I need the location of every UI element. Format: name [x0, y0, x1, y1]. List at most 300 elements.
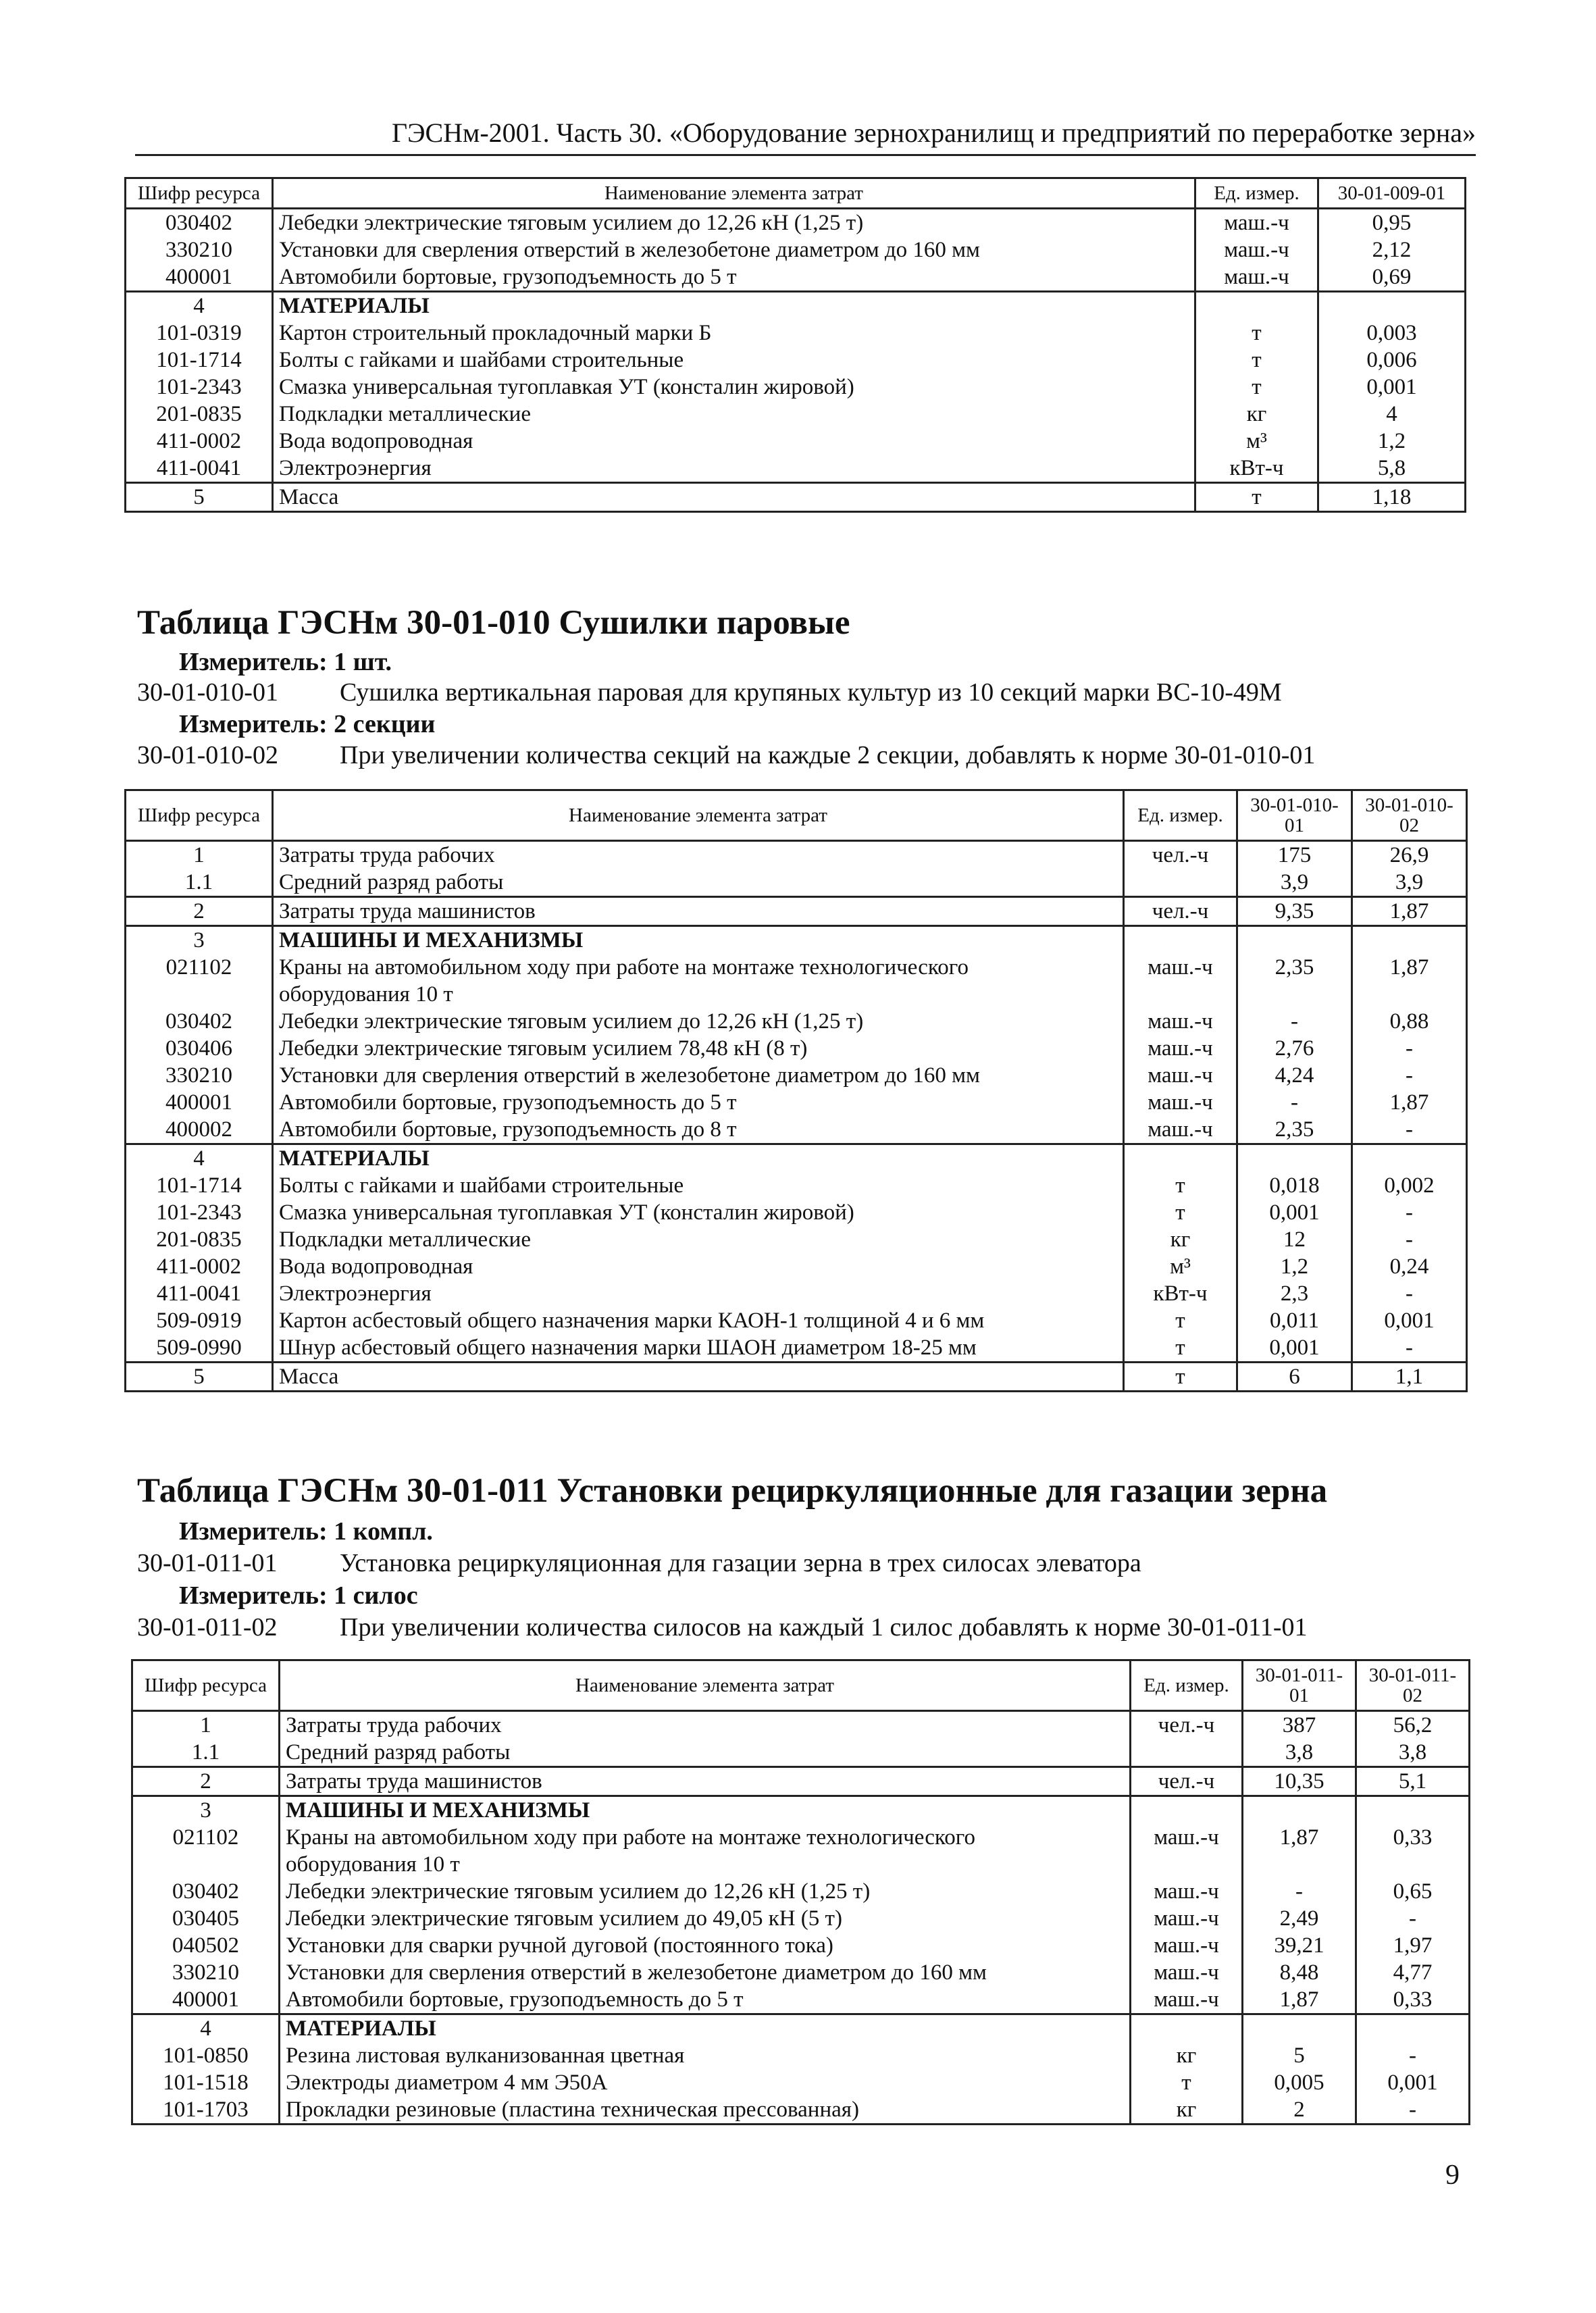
unit-cell: маш.-ч: [1195, 236, 1318, 263]
table-row: [126, 1334, 1467, 1363]
norm-code: 30-01-011-01: [137, 1549, 278, 1577]
resource-code: 101-2343: [126, 374, 273, 401]
cost-item-name: Автомобили бортовые, грузоподъемность до 8 т: [273, 1116, 1124, 1144]
col-header-norm-1: 30-01-010-01: [1237, 790, 1352, 841]
table-row: [126, 374, 1466, 401]
header-text: ГЭСНм-2001. Часть 30. «Оборудование зернохранилищ и предприятий по переработке зерна»: [391, 118, 1476, 148]
resource-code: 201-0835: [126, 1226, 273, 1253]
norm-line: [137, 678, 1282, 707]
norm-value-2: [1352, 981, 1467, 1008]
resource-code: [126, 981, 273, 1008]
resource-code: 509-0990: [126, 1334, 273, 1363]
table-row: [132, 1711, 1470, 1739]
table-row: [132, 1878, 1470, 1905]
resource-code: 3: [126, 926, 273, 955]
norm-code: 30-01-010-01: [137, 678, 278, 707]
norm-text: При увеличении количества секций на каждые 2 секции, добавлять к норме 30-01-010-01: [340, 741, 1316, 769]
norm-value-2: [1356, 2014, 1470, 2043]
norm-value-1: 0,95: [1318, 209, 1466, 237]
norm-value-2: 4,77: [1356, 1959, 1470, 1986]
norm-text: При увеличении количества силосов на каждый 1 силос добавлять к норме 30-01-011-01: [340, 1613, 1308, 1642]
table-row: [126, 401, 1466, 428]
norm-value-1: 0,001: [1237, 1199, 1352, 1226]
norm-value-2: -: [1356, 1905, 1470, 1932]
table-row: [132, 2042, 1470, 2069]
norm-value-1: 4,24: [1237, 1062, 1352, 1089]
table-row: [126, 897, 1467, 926]
table-row: [126, 236, 1466, 263]
resource-code: 5: [126, 483, 273, 512]
col-header-code: Шифр ресурса: [126, 790, 273, 841]
table-row: [126, 1116, 1467, 1144]
cost-item-name: Затраты труда рабочих: [280, 1711, 1131, 1739]
unit-cell: т: [1124, 1307, 1237, 1334]
unit-cell: [1124, 926, 1237, 955]
cost-item-name: Вода водопроводная: [273, 1253, 1124, 1280]
norm-value-1: -: [1243, 1878, 1356, 1905]
col-header-norm: 30-01-009-01: [1318, 178, 1466, 209]
resource-code: 4: [132, 2014, 280, 2043]
table-row: [132, 2069, 1470, 2096]
norm-value-2: 5,1: [1356, 1767, 1470, 1796]
norm-value-2: -: [1352, 1334, 1467, 1363]
table-row: [126, 209, 1466, 237]
resource-code: 411-0041: [126, 1280, 273, 1307]
meter-label: Измеритель: 1 силос: [179, 1581, 418, 1610]
norm-value-1: 0,018: [1237, 1172, 1352, 1199]
col-header-unit: Ед. измер.: [1124, 790, 1237, 841]
cost-item-name: Автомобили бортовые, грузоподъемность до 5 т: [273, 1089, 1124, 1116]
cost-table-010: [124, 789, 1468, 1392]
cost-item-name: Лебедки электрические тяговым усилием до 12,26 кН (1,25 т): [273, 1008, 1124, 1035]
norm-value-1: 4: [1318, 401, 1466, 428]
resource-code: 030406: [126, 1035, 273, 1062]
table-title-011: Таблица ГЭСНм 30-01-011 Установки рециркуляционные для газации зерна: [137, 1472, 1328, 1510]
cost-item-name: Средний разряд работы: [273, 869, 1124, 897]
table-row: [126, 926, 1467, 955]
norm-value-2: -: [1356, 2042, 1470, 2069]
table-row: [132, 1824, 1470, 1851]
table-row: [132, 1739, 1470, 1767]
norm-value-1: [1237, 1144, 1352, 1173]
table-row: [126, 1253, 1467, 1280]
unit-cell: кВт-ч: [1124, 1280, 1237, 1307]
table-row: [126, 1144, 1467, 1173]
unit-cell: кг: [1195, 401, 1318, 428]
norm-value-2: [1356, 1851, 1470, 1878]
norm-value-2: -: [1356, 2096, 1470, 2125]
table-row: [126, 292, 1466, 320]
norm-value-2: 1,87: [1352, 1089, 1467, 1116]
norm-value-1: 6: [1237, 1363, 1352, 1392]
unit-cell: [1195, 292, 1318, 320]
resource-code: 411-0041: [126, 455, 273, 483]
norm-value-2: -: [1352, 1062, 1467, 1089]
norm-value-1: -: [1237, 1008, 1352, 1035]
norm-value-1: 5: [1243, 2042, 1356, 2069]
norm-value-1: 3,8: [1243, 1739, 1356, 1767]
resource-code: 4: [126, 1144, 273, 1173]
norm-value-1: 0,001: [1237, 1334, 1352, 1363]
norm-value-1: 0,69: [1318, 263, 1466, 292]
cost-item-name: Шнур асбестовый общего назначения марки ШАОН диаметром 18-25 мм: [273, 1334, 1124, 1363]
resource-code: 030405: [132, 1905, 280, 1932]
norm-value-1: 9,35: [1237, 897, 1352, 926]
norm-value-1: -: [1237, 1089, 1352, 1116]
col-header-name: Наименование элемента затрат: [273, 790, 1124, 841]
norm-value-1: 2,12: [1318, 236, 1466, 263]
cost-item-name: Болты с гайками и шайбами строительные: [273, 347, 1195, 374]
col-header-norm-1: 30-01-011-01: [1243, 1660, 1356, 1711]
cost-item-name: Лебедки электрические тяговым усилием до 12,26 кН (1,25 т): [273, 209, 1195, 237]
resource-code: 400001: [132, 1986, 280, 2014]
cost-item-name: Картон асбестовый общего назначения марки КАОН-1 толщиной 4 и 6 мм: [273, 1307, 1124, 1334]
table-row: [126, 1307, 1467, 1334]
unit-cell: кВт-ч: [1195, 455, 1318, 483]
cost-item-name: Масса: [273, 1363, 1124, 1392]
cost-item-name: Установки для сверления отверстий в железобетоне диаметром до 160 мм: [273, 1062, 1124, 1089]
col-header-norm-2: 30-01-010-02: [1352, 790, 1467, 841]
norm-value-1: [1243, 1796, 1356, 1825]
unit-cell: [1131, 1739, 1243, 1767]
col-header-unit: Ед. измер.: [1131, 1660, 1243, 1711]
norm-value-1: 0,003: [1318, 320, 1466, 347]
cost-item-name: Вода водопроводная: [273, 428, 1195, 455]
norm-value-1: 2,76: [1237, 1035, 1352, 1062]
meter-label: Измеритель: 2 секции: [179, 710, 436, 738]
cost-item-name: Электроэнергия: [273, 455, 1195, 483]
resource-code: 1: [132, 1711, 280, 1739]
table-row: [126, 841, 1467, 869]
norm-value-1: [1243, 1851, 1356, 1878]
table-row: [126, 869, 1467, 897]
table-row: [132, 2014, 1470, 2043]
norm-code: 30-01-011-02: [137, 1613, 278, 1642]
cost-item-name: Подкладки металлические: [273, 1226, 1124, 1253]
cost-item-name: Установки для сварки ручной дуговой (постоянного тока): [280, 1932, 1131, 1959]
norm-value-1: 0,006: [1318, 347, 1466, 374]
resource-code: 1.1: [132, 1739, 280, 1767]
unit-cell: маш.-ч: [1195, 263, 1318, 292]
norm-value-1: [1243, 2014, 1356, 2043]
table-row: [126, 347, 1466, 374]
norm-value-1: 10,35: [1243, 1767, 1356, 1796]
resource-code: 400002: [126, 1116, 273, 1144]
resource-code: 101-1714: [126, 347, 273, 374]
norm-value-2: 3,9: [1352, 869, 1467, 897]
cost-item-name: Установки для сверления отверстий в железобетоне диаметром до 160 мм: [280, 1959, 1131, 1986]
norm-code: 30-01-010-02: [137, 741, 278, 769]
norm-value-1: 1,18: [1318, 483, 1466, 512]
resource-code: 2: [132, 1767, 280, 1796]
norm-value-2: 56,2: [1356, 1711, 1470, 1739]
table-row: [126, 1035, 1467, 1062]
cost-table-011: [131, 1659, 1470, 2125]
col-header-code: Шифр ресурса: [132, 1660, 280, 1711]
table-row: [126, 320, 1466, 347]
cost-item-name: Лебедки электрические тяговым усилием до 49,05 кН (5 т): [280, 1905, 1131, 1932]
unit-cell: кг: [1131, 2096, 1243, 2125]
resource-code: 2: [126, 897, 273, 926]
unit-cell: маш.-ч: [1131, 1959, 1243, 1986]
unit-cell: т: [1124, 1363, 1237, 1392]
cost-item-name: Лебедки электрические тяговым усилием 78,48 кН (8 т): [273, 1035, 1124, 1062]
resource-code: 330210: [126, 1062, 273, 1089]
table-row: [126, 1172, 1467, 1199]
cost-item-name: Автомобили бортовые, грузоподъемность до 5 т: [280, 1986, 1131, 2014]
cost-item-name: МАТЕРИАЛЫ: [273, 292, 1195, 320]
resource-code: 411-0002: [126, 1253, 273, 1280]
table-row: [126, 981, 1467, 1008]
norm-value-1: 1,87: [1243, 1986, 1356, 2014]
table-row: [126, 1089, 1467, 1116]
norm-value-2: [1356, 1796, 1470, 1825]
col-header-name: Наименование элемента затрат: [273, 178, 1195, 209]
resource-code: 201-0835: [126, 401, 273, 428]
norm-value-2: 26,9: [1352, 841, 1467, 869]
cost-item-name: Картон строительный прокладочный марки Б: [273, 320, 1195, 347]
unit-cell: т: [1195, 347, 1318, 374]
norm-value-1: 39,21: [1243, 1932, 1356, 1959]
cost-item-name: МАТЕРИАЛЫ: [280, 2014, 1131, 2043]
unit-cell: чел.-ч: [1131, 1767, 1243, 1796]
norm-value-1: 0,001: [1318, 374, 1466, 401]
resource-code: 330210: [132, 1959, 280, 1986]
table-row: [132, 1986, 1470, 2014]
norm-value-1: 1,87: [1243, 1824, 1356, 1851]
cost-item-name: Лебедки электрические тяговым усилием до 12,26 кН (1,25 т): [280, 1878, 1131, 1905]
norm-value-2: -: [1352, 1199, 1467, 1226]
page-header: [135, 115, 1476, 156]
resource-code: 411-0002: [126, 428, 273, 455]
norm-value-1: 8,48: [1243, 1959, 1356, 1986]
cost-item-name: Средний разряд работы: [280, 1739, 1131, 1767]
norm-value-2: 1,87: [1352, 954, 1467, 981]
resource-code: 101-0319: [126, 320, 273, 347]
unit-cell: [1124, 1144, 1237, 1173]
resource-code: 330210: [126, 236, 273, 263]
norm-value-2: 0,001: [1356, 2069, 1470, 2096]
unit-cell: маш.-ч: [1124, 1116, 1237, 1144]
table-row: [126, 1199, 1467, 1226]
table-row: [126, 1008, 1467, 1035]
cost-item-name: Подкладки металлические: [273, 401, 1195, 428]
unit-cell: маш.-ч: [1124, 1062, 1237, 1089]
norm-value-2: 1,1: [1352, 1363, 1467, 1392]
unit-cell: т: [1195, 483, 1318, 512]
resource-code: 4: [126, 292, 273, 320]
resource-code: 101-0850: [132, 2042, 280, 2069]
cost-item-name: Краны на автомобильном ходу при работе на монтаже технологического: [273, 954, 1124, 981]
col-header-code: Шифр ресурса: [126, 178, 273, 209]
table-row: [126, 483, 1466, 512]
table-title-010: Таблица ГЭСНм 30-01-010 Сушилки паровые: [137, 604, 850, 642]
resource-code: 030402: [132, 1878, 280, 1905]
norm-value-1: 5,8: [1318, 455, 1466, 483]
norm-value-2: 0,33: [1356, 1986, 1470, 2014]
resource-code: 021102: [132, 1824, 280, 1851]
unit-cell: маш.-ч: [1131, 1986, 1243, 2014]
unit-cell: маш.-ч: [1131, 1905, 1243, 1932]
norm-value-2: 0,002: [1352, 1172, 1467, 1199]
unit-cell: м³: [1195, 428, 1318, 455]
resource-code: 400001: [126, 1089, 273, 1116]
table-row: [132, 2096, 1470, 2125]
cost-item-name: МАШИНЫ И МЕХАНИЗМЫ: [280, 1796, 1131, 1825]
norm-value-1: 12: [1237, 1226, 1352, 1253]
resource-code: 1: [126, 841, 273, 869]
norm-value-1: 1,2: [1237, 1253, 1352, 1280]
cost-item-name: Болты с гайками и шайбами строительные: [273, 1172, 1124, 1199]
table-row: [132, 1796, 1470, 1825]
cost-table-009: [124, 177, 1466, 513]
norm-value-1: 2,49: [1243, 1905, 1356, 1932]
unit-cell: т: [1124, 1334, 1237, 1363]
norm-value-2: -: [1352, 1116, 1467, 1144]
unit-cell: т: [1195, 320, 1318, 347]
table-row: [126, 954, 1467, 981]
col-header-unit: Ед. измер.: [1195, 178, 1318, 209]
unit-cell: чел.-ч: [1131, 1711, 1243, 1739]
norm-value-1: 2,35: [1237, 954, 1352, 981]
unit-cell: [1124, 869, 1237, 897]
table-row: [126, 1226, 1467, 1253]
norm-text: Сушилка вертикальная паровая для крупяных культур из 10 секций марки ВС-10-49М: [340, 678, 1282, 707]
norm-value-2: -: [1352, 1035, 1467, 1062]
cost-item-name: Затраты труда рабочих: [273, 841, 1124, 869]
unit-cell: чел.-ч: [1124, 841, 1237, 869]
norm-value-1: [1237, 981, 1352, 1008]
unit-cell: м³: [1124, 1253, 1237, 1280]
unit-cell: маш.-ч: [1131, 1824, 1243, 1851]
unit-cell: маш.-ч: [1124, 1008, 1237, 1035]
table-row: [132, 1959, 1470, 1986]
resource-code: 101-1518: [132, 2069, 280, 2096]
unit-cell: маш.-ч: [1124, 1035, 1237, 1062]
norm-value-1: 2,3: [1237, 1280, 1352, 1307]
norm-value-2: [1352, 926, 1467, 955]
table-row: [126, 1280, 1467, 1307]
unit-cell: маш.-ч: [1124, 954, 1237, 981]
unit-cell: маш.-ч: [1131, 1932, 1243, 1959]
resource-code: 101-1714: [126, 1172, 273, 1199]
resource-code: 101-1703: [132, 2096, 280, 2125]
unit-cell: [1131, 2014, 1243, 2043]
resource-code: 3: [132, 1796, 280, 1825]
norm-value-1: [1237, 926, 1352, 955]
norm-text: Установка рециркуляционная для газации зерна в трех силосах элеватора: [340, 1549, 1141, 1577]
table-row: [126, 455, 1466, 483]
cost-item-name: Автомобили бортовые, грузоподъемность до 5 т: [273, 263, 1195, 292]
norm-value-1: 387: [1243, 1711, 1356, 1739]
norm-value-1: 3,9: [1237, 869, 1352, 897]
col-header-name: Наименование элемента затрат: [280, 1660, 1131, 1711]
cost-item-name: Электроды диаметром 4 мм Э50А: [280, 2069, 1131, 2096]
unit-cell: т: [1131, 2069, 1243, 2096]
meter-label: Измеритель: 1 компл.: [179, 1517, 433, 1546]
meter-label: Измеритель: 1 шт.: [179, 648, 392, 676]
unit-cell: кг: [1124, 1226, 1237, 1253]
resource-code: 5: [126, 1363, 273, 1392]
norm-line: [137, 740, 1315, 770]
resource-code: 030402: [126, 209, 273, 237]
cost-item-name: оборудования 10 т: [273, 981, 1124, 1008]
resource-code: 040502: [132, 1932, 280, 1959]
unit-cell: [1131, 1796, 1243, 1825]
norm-value-2: 1,97: [1356, 1932, 1470, 1959]
norm-value-1: 0,011: [1237, 1307, 1352, 1334]
norm-value-1: 1,2: [1318, 428, 1466, 455]
cost-item-name: Масса: [273, 483, 1195, 512]
table-row: [132, 1932, 1470, 1959]
table-body: [126, 209, 1466, 512]
norm-value-2: 1,87: [1352, 897, 1467, 926]
unit-cell: [1124, 981, 1237, 1008]
norm-value-2: 3,8: [1356, 1739, 1470, 1767]
norm-value-1: 175: [1237, 841, 1352, 869]
cost-item-name: Краны на автомобильном ходу при работе на монтаже технологического: [280, 1824, 1131, 1851]
table-row: [126, 263, 1466, 292]
table-row: [132, 1905, 1470, 1932]
norm-value-2: 0,65: [1356, 1878, 1470, 1905]
unit-cell: маш.-ч: [1195, 209, 1318, 237]
table-row: [126, 1062, 1467, 1089]
norm-value-2: [1352, 1144, 1467, 1173]
unit-cell: маш.-ч: [1124, 1089, 1237, 1116]
col-header-norm-2: 30-01-011-02: [1356, 1660, 1470, 1711]
norm-value-2: -: [1352, 1226, 1467, 1253]
resource-code: [132, 1851, 280, 1878]
cost-item-name: Электроэнергия: [273, 1280, 1124, 1307]
cost-item-name: Смазка универсальная тугоплавкая УТ (консталин жировой): [273, 374, 1195, 401]
cost-item-name: МАШИНЫ И МЕХАНИЗМЫ: [273, 926, 1124, 955]
unit-cell: т: [1195, 374, 1318, 401]
norm-value-2: 0,33: [1356, 1824, 1470, 1851]
page-number: 9: [1445, 2160, 1460, 2191]
norm-value-2: -: [1352, 1280, 1467, 1307]
norm-value-2: 0,88: [1352, 1008, 1467, 1035]
unit-cell: т: [1124, 1172, 1237, 1199]
norm-value-1: 0,005: [1243, 2069, 1356, 2096]
cost-item-name: оборудования 10 т: [280, 1851, 1131, 1878]
cost-item-name: Затраты труда машинистов: [273, 897, 1124, 926]
resource-code: 021102: [126, 954, 273, 981]
norm-line: [137, 1612, 1308, 1642]
unit-cell: маш.-ч: [1131, 1878, 1243, 1905]
table-body: [126, 841, 1467, 1392]
table-body: [132, 1711, 1470, 2125]
table-row: [126, 1363, 1467, 1392]
table-row: [132, 1767, 1470, 1796]
norm-value-1: [1318, 292, 1466, 320]
norm-value-2: 0,24: [1352, 1253, 1467, 1280]
norm-value-1: 2,35: [1237, 1116, 1352, 1144]
norm-line: [137, 1548, 1141, 1578]
resource-code: 030402: [126, 1008, 273, 1035]
resource-code: 400001: [126, 263, 273, 292]
table-row: [132, 1851, 1470, 1878]
cost-item-name: Смазка универсальная тугоплавкая УТ (консталин жировой): [273, 1199, 1124, 1226]
unit-cell: т: [1124, 1199, 1237, 1226]
norm-value-2: 0,001: [1352, 1307, 1467, 1334]
norm-value-1: 2: [1243, 2096, 1356, 2125]
cost-item-name: МАТЕРИАЛЫ: [273, 1144, 1124, 1173]
unit-cell: чел.-ч: [1124, 897, 1237, 926]
cost-item-name: Установки для сверления отверстий в железобетоне диаметром до 160 мм: [273, 236, 1195, 263]
resource-code: 101-2343: [126, 1199, 273, 1226]
resource-code: 509-0919: [126, 1307, 273, 1334]
cost-item-name: Затраты труда машинистов: [280, 1767, 1131, 1796]
